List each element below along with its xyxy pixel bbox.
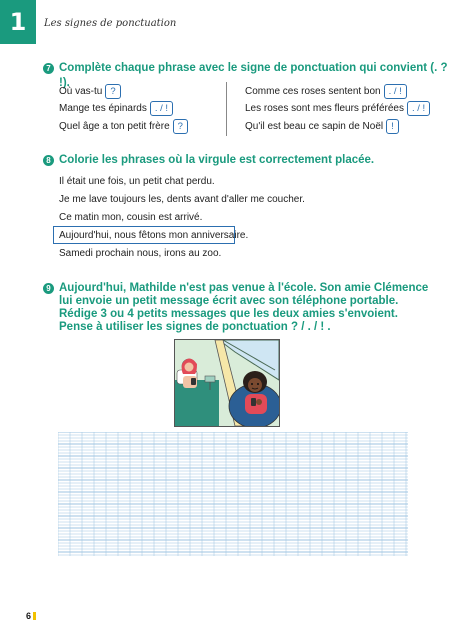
exercise-7-title: Complète chaque phrase avec le signe de ponctuation qui convient (. ? !). [59,62,448,89]
ex7-answer-box[interactable]: . / ! [407,101,430,116]
exercise-9-badge: 9 [43,283,54,294]
ex7-left-item [59,84,121,99]
ex7-right-item [245,119,399,134]
ex7-sentence: Mange tes épinards [59,103,147,115]
ex7-answer-box[interactable]: ! [386,119,399,134]
ex7-left-item [59,119,188,134]
chapter-title: Les signes de ponctuation [44,18,177,29]
ex8-sentence[interactable]: Aujourd'hui, nous fêtons mon anniversaire. [59,230,249,241]
ex8-sentence[interactable]: Samedi prochain nous, irons au zoo. [59,248,222,259]
ex7-sentence: Comme ces roses sentent bon [245,86,381,98]
exercise-8-badge: 8 [43,155,54,166]
exercise-9-line: Pense à utiliser les signes de ponctuation ? / . / ! . [59,321,331,333]
ex7-answer-box[interactable]: . / ! [384,84,407,99]
writing-lines[interactable] [58,432,408,556]
page-number: 6 [26,611,32,621]
ex7-sentence: Les roses sont mes fleurs préférées [245,103,404,115]
column-divider [226,82,227,136]
page-number-marker [33,612,36,620]
exercise-9-line: Aujourd'hui, Mathilde n'est pas venue à l'école. Son amie Clémence [59,282,429,294]
ex7-sentence: Quel âge a ton petit frère [59,121,170,133]
two-friends-illustration [174,339,280,427]
ex7-sentence: Où vas-tu [59,86,103,98]
ex8-sentence[interactable]: Je me lave toujours les, dents avant d'aller me coucher. [59,194,305,205]
ex7-right-item [245,84,407,99]
exercise-9-line: lui envoie un petit message écrit avec son téléphone portable. [59,295,399,307]
chapter-number-tab: 1 [0,0,36,44]
exercise-7-badge: 7 [43,63,54,74]
ex7-answer-box[interactable]: ? [105,84,120,99]
ex7-answer-box[interactable]: . / ! [150,101,173,116]
exercise-8-title: Colorie les phrases où la virgule est correctement placée. [59,154,375,166]
exercise-9-line: Rédige 3 ou 4 petits messages que les deux amies s'envoient. [59,308,398,320]
ex7-sentence: Qu'il est beau ce sapin de Noël [245,121,384,133]
ex8-sentence[interactable]: Ce matin mon, cousin est arrivé. [59,212,203,223]
ex7-right-item [245,101,430,116]
ex8-sentence[interactable]: Il était une fois, un petit chat perdu. [59,176,215,187]
ex7-left-item [59,101,173,116]
ex7-answer-box[interactable]: ? [173,119,188,134]
